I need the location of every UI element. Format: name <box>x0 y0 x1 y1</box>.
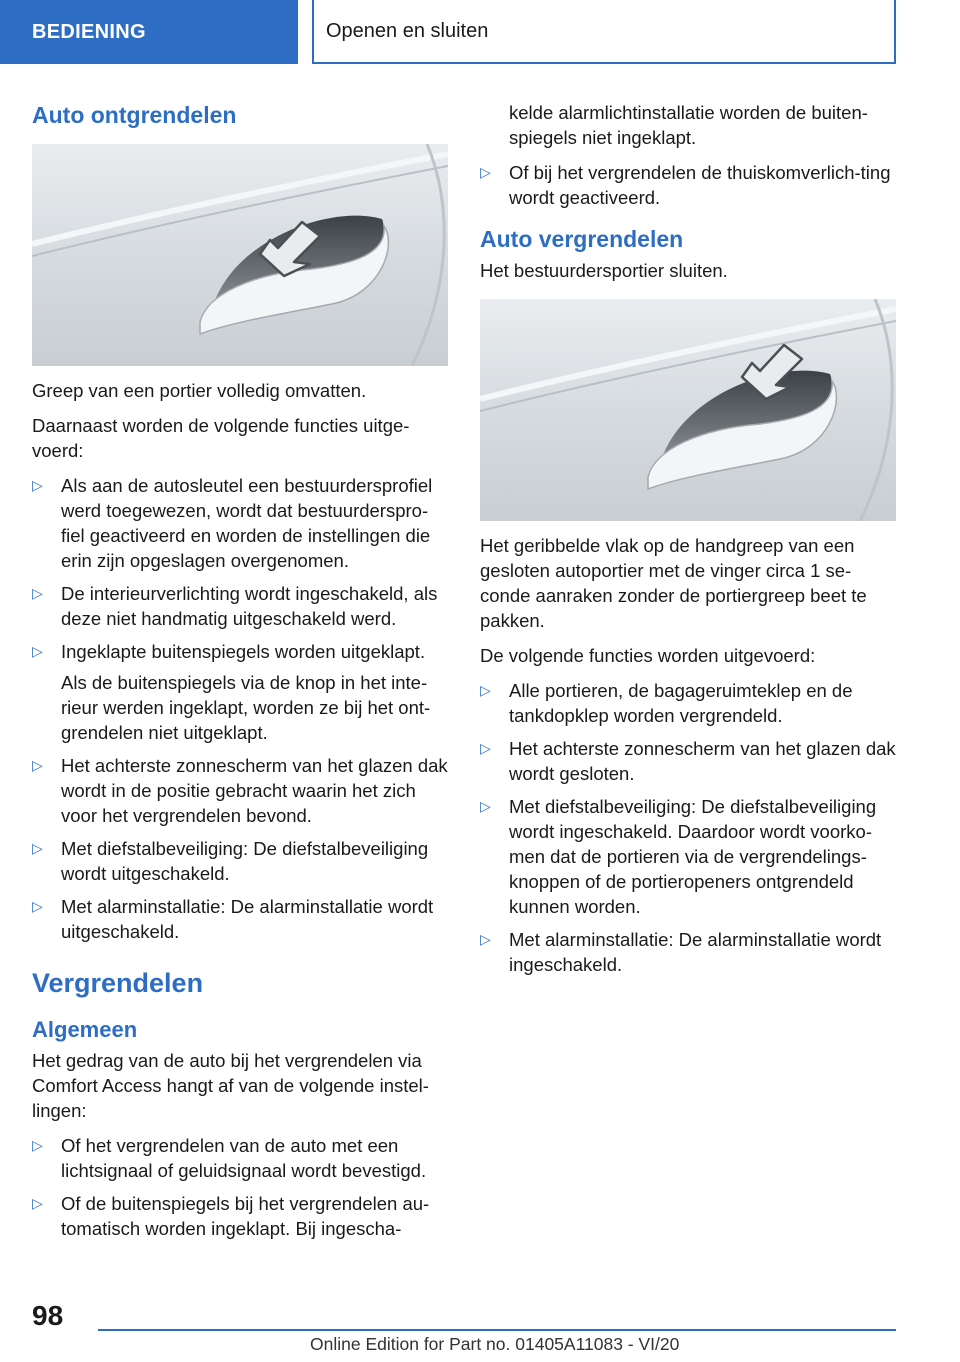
list-item: ▷ Met alarminstallatie: De alarminstallatie wordt ingeschakeld. <box>480 929 882 975</box>
heading-general: Algemeen <box>32 1017 138 1042</box>
door-handle-image-unlock <box>32 144 448 366</box>
triangle-bullet-icon: ▷ <box>32 757 43 773</box>
right-column <box>480 100 896 985</box>
heading-lock: Auto vergrendelen <box>480 226 684 252</box>
general-settings-list <box>32 1133 448 1241</box>
triangle-bullet-icon: ▷ <box>32 898 43 914</box>
triangle-bullet-icon: ▷ <box>32 477 43 493</box>
unlock-functions-intro: Daarnaast worden de volgende functies uitge-voerd: <box>32 415 410 461</box>
footer-divider <box>98 1329 896 1331</box>
list-item: ▷ Of de buitenspiegels bij het vergrendelen au-tomatisch worden ingeklapt. Bij ingescha- <box>32 1193 430 1239</box>
triangle-bullet-icon: ▷ <box>32 643 43 659</box>
list-item: ▷ Of het vergrendelen van de auto met een lichtsignaal of geluidsignaal wordt bevestigd. <box>32 1135 427 1181</box>
door-handle-illustration <box>480 299 896 521</box>
lock-text: Het geribbelde vlak op de handgreep van een gesloten autoportier met de vinger circa 1 se-conde aanraken zonder de portiergreep beet te pakken. <box>480 535 867 631</box>
triangle-bullet-icon: ▷ <box>480 682 491 698</box>
list-item: ▷ Ingeklapte buitenspiegels worden uitgeklapt. Als de buitenspiegels via de knop in het inte-rieur werden ingeklapt, worden ze bij het ont-grendelen niet uitgeklapt. <box>32 639 448 745</box>
door-handle-image-lock <box>480 299 896 521</box>
continued-text: kelde alarmlichtinstallatie worden de buiten-spiegels niet ingeklapt. <box>509 102 868 148</box>
chapter-title: Openen en sluiten <box>326 19 489 42</box>
list-item: ▷ Als aan de autosleutel een bestuurdersprofiel werd toegewezen, wordt dat bestuurderspro-fiel geactiveerd en worden de instellingen die erin zijn opgeslagen overgenomen. <box>32 475 433 571</box>
list-item: ▷ Alle portieren, de bagageruimteklep en de tankdopklep worden vergrendeld. <box>480 680 853 726</box>
triangle-bullet-icon: ▷ <box>32 1137 43 1153</box>
triangle-bullet-icon: ▷ <box>32 1195 43 1211</box>
page-number: 98 <box>32 1300 64 1331</box>
general-settings-list-continued <box>480 160 896 210</box>
triangle-bullet-icon: ▷ <box>32 840 43 856</box>
list-item: ▷ Het achterste zonnescherm van het glazen dak wordt in de positie gebracht waarin het zich voor het vergrendelen bevond. <box>32 755 448 826</box>
lock-intro: Het bestuurdersportier sluiten. <box>480 260 728 281</box>
triangle-bullet-icon: ▷ <box>32 585 43 601</box>
lock-functions-intro: De volgende functies worden uitgevoerd: <box>480 645 816 666</box>
list-item: ▷ Het achterste zonnescherm van het glazen dak wordt gesloten. <box>480 738 896 784</box>
list-item: ▷ Of bij het vergrendelen de thuiskomverlich-ting wordt geactiveerd. <box>480 162 891 208</box>
list-item: ▷ Met diefstalbeveiliging: De diefstalbeveiliging wordt ingeschakeld. Daardoor wordt voorko-men dat de portieren via de vergrendelings-knoppen of de portieropeners ontgrendeld kunnen worden. <box>480 796 877 917</box>
heading-lock-main: Vergrendelen <box>32 968 204 998</box>
general-text: Het gedrag van de auto bij het vergrendelen via Comfort Access hangt af van de volgende instel-lingen: <box>32 1050 429 1121</box>
triangle-bullet-icon: ▷ <box>480 740 491 756</box>
edition-note: Online Edition for Part no. 01405A11083 - VI/20 <box>310 1334 680 1354</box>
left-column <box>32 100 448 1249</box>
unlock-intro: Greep van een portier volledig omvatten. <box>32 380 367 401</box>
list-item: ▷ Met alarminstallatie: De alarminstallatie wordt uitgeschakeld. <box>32 896 434 942</box>
list-item: ▷ Met diefstalbeveiliging: De diefstalbeveiliging wordt uitgeschakeld. <box>32 838 429 884</box>
unlock-function-list <box>32 473 448 944</box>
section-tab <box>0 0 298 64</box>
triangle-bullet-icon: ▷ <box>480 931 491 947</box>
heading-unlock: Auto ontgrendelen <box>32 102 237 128</box>
page-header-title <box>312 0 896 64</box>
lock-function-list <box>480 678 896 977</box>
door-handle-illustration <box>32 144 448 366</box>
triangle-bullet-icon: ▷ <box>480 798 491 814</box>
mirror-note: Als de buitenspiegels via de knop in het inte-rieur werden ingeklapt, worden ze bij het ont-grendelen niet uitgeklapt. <box>61 672 431 743</box>
triangle-bullet-icon: ▷ <box>480 164 491 180</box>
list-item: ▷ De interieurverlichting wordt ingeschakeld, als deze niet handmatig uitgeschakeld werd. <box>32 583 438 629</box>
section-label: BEDIENING <box>32 20 146 43</box>
